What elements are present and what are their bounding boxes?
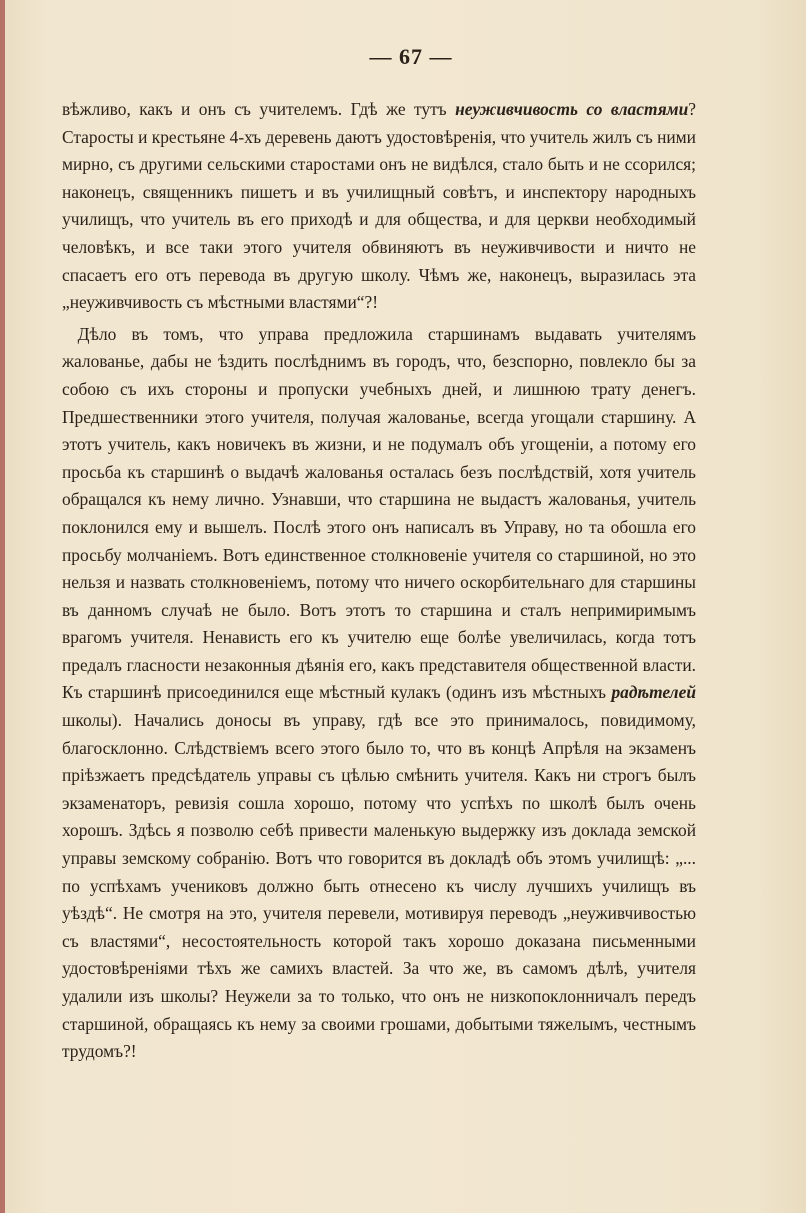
paragraph-1-text: вѣжливо, какъ и онъ съ учителемъ. Гдѣ же тутъ	[62, 99, 456, 119]
page-edge-stain	[0, 0, 5, 1213]
paragraph-1	[62, 96, 696, 317]
paragraph-2	[62, 321, 696, 1066]
emphasis-phrase: радѣтелей	[611, 682, 696, 703]
paragraph-1-text: ? Старосты и крестьяне 4-хъ деревень даютъ удостовѣренія, что учитель жилъ съ ними мирно, съ другими сельскими старостами онъ не видѣлся, стало быть и не ссорился; наконецъ, священникъ пишетъ и въ училищный совѣтъ, и инспектору народныхъ училищъ, что учитель въ его приходѣ и для общества, и для церкви необходимый человѣкъ, и все таки этого учителя обвиняютъ въ неуживчивости и ничто не спасаетъ его отъ перевода въ другую школу. Чѣмъ же, наконецъ, выразилась эта „неуживчивость съ мѣстными властями“?!	[62, 99, 696, 313]
body-text	[62, 96, 696, 1066]
paragraph-2-text: Дѣло въ томъ, что управа предложила старшинамъ выдавать учителямъ жалованье, дабы не ѣздить послѣднимъ въ городъ, что, безспорно, повлекло бы за собою съ ихъ стороны и пропуски учебныхъ дней, и лишнюю трату денегъ. Предшественники этого учителя, получая жалованье, всегда угощали старшину. А этотъ учитель, какъ новичекъ въ жизни, и не подумалъ объ угощеніи, а потому его просьба къ старшинѣ о выдачѣ жалованья осталась безъ послѣдствій, хотя учитель обращался къ нему лично. Узнавши, что старшина не выдастъ жалованья, учитель поклонился ему и вышелъ. Послѣ этого онъ написалъ въ Управу, но та обошла его просьбу молчаніемъ. Вотъ единственное столкновеніе учителя со старшиной, но это нельзя и назвать столкновеніемъ, потому что ничего оскорбительнаго для старшины въ данномъ случаѣ не было. Вотъ этотъ то старшина и сталъ непримиримымъ врагомъ учителя. Ненависть его къ учителю еще болѣе увеличилась, когда тотъ предалъ гласности незаконныя дѣянія его, какъ представителя общественной власти. Къ старшинѣ присоединился еще мѣстный кулакъ (одинъ изъ мѣстныхъ	[62, 323, 696, 703]
page-number: — 67 —	[369, 44, 453, 69]
emphasis-phrase: неуживчивость со властями	[455, 99, 689, 119]
paragraph-2-text: школы). Начались доносы въ управу, гдѣ все это принималось, повидимому, благосклонно. Слѣдствіемъ всего этого было то, что въ концѣ Апрѣля на экзаменъ пріѣзжаетъ предсѣдатель управы съ цѣлью смѣнить учителя. Какъ ни строгъ былъ экзаменаторъ, ревизія сошла хорошо, потому что успѣхъ по школѣ былъ очень хорошъ. Здѣсь я позволю себѣ привести маленькую выдержку изъ доклада земской управы земскому собранію. Вотъ что говорится въ докладѣ объ этомъ училищѣ: „... по успѣхамъ учениковъ должно быть отнесено къ числу лучшихъ училищъ въ уѣздѣ“. Не смотря на это, учителя перевели, мотивируя переводъ „неуживчивостью съ властями“, несостоятельность которой такъ хорошо доказана письменными удостовѣреніями тѣхъ же самихъ властей. За что же, въ самомъ дѣлѣ, учителя удалили изъ школы? Неужели за то только, что онъ не низкопоклонничалъ передъ старшиной, обращаясь къ нему за своими грошами, добытыми тяжелымъ, честнымъ трудомъ?!	[62, 710, 696, 1062]
